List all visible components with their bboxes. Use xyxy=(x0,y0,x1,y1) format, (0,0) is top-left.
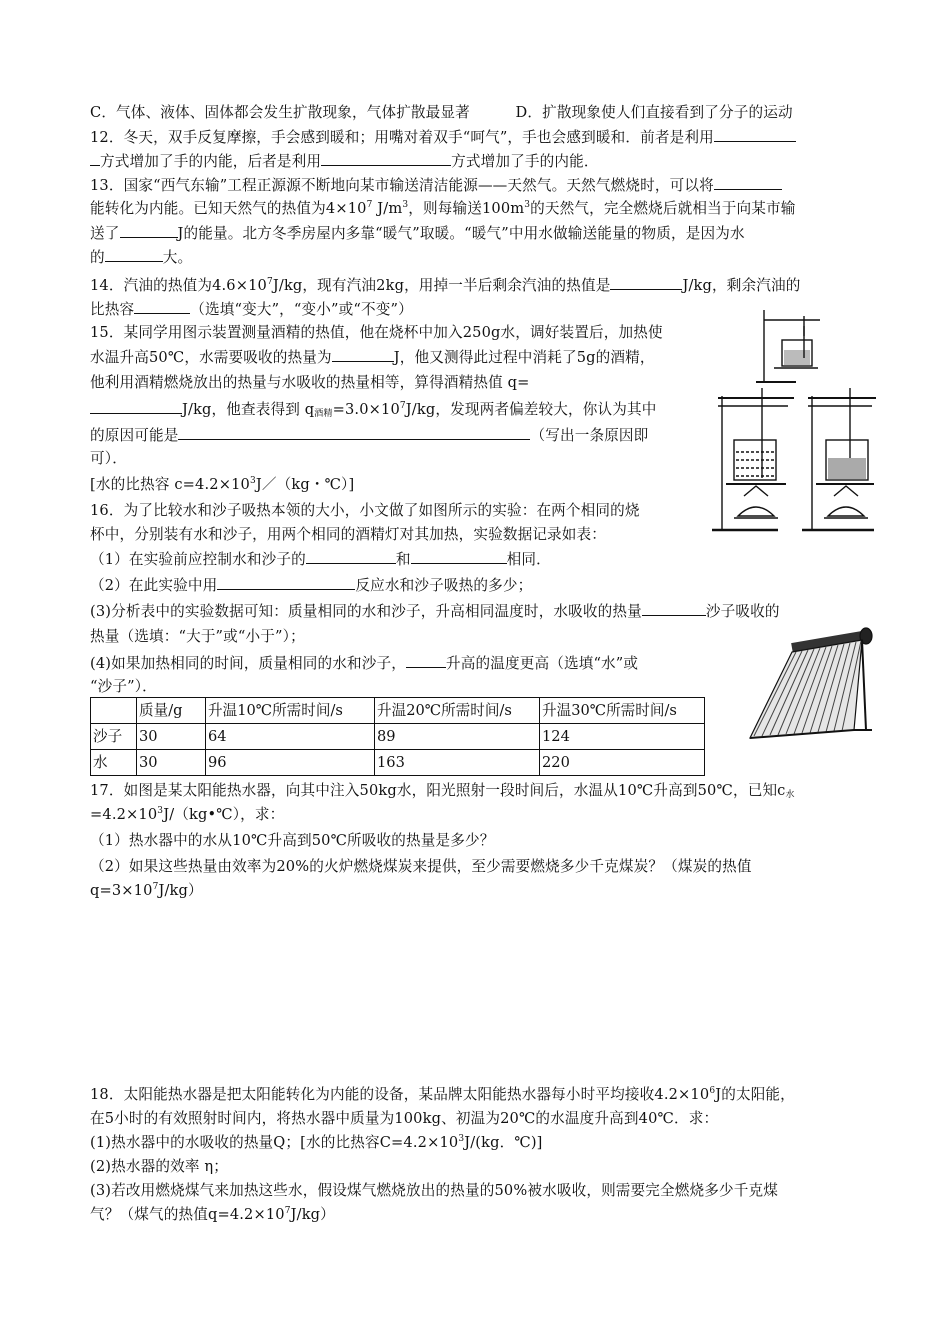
table-header: 升温20℃所需时间/s xyxy=(375,698,540,724)
q12-line-2: 方式增加了手的内能，后者是利用 方式增加了手的内能． xyxy=(90,150,599,173)
q17-line-1: 17．如图是某太阳能热水器，向其中注入50kg水，阳光照射一段时间后，水温从10℃升高到50℃，已知$c_水$ xyxy=(90,782,795,800)
blank[interactable] xyxy=(306,548,396,564)
blank[interactable] xyxy=(217,574,355,590)
blank[interactable] xyxy=(642,600,706,616)
table-row xyxy=(91,724,705,750)
table-cell: 124 xyxy=(540,724,705,750)
blank[interactable] xyxy=(411,548,507,564)
blank[interactable] xyxy=(134,298,190,314)
heating-apparatus-figure xyxy=(708,306,878,536)
table-header: 升温30℃所需时间/s xyxy=(540,698,705,724)
q16-line-6: 热量（选填：“大于”或“小于”）； xyxy=(90,628,305,645)
table-cell: 220 xyxy=(540,750,705,776)
blank[interactable] xyxy=(714,174,782,190)
blank[interactable] xyxy=(321,150,451,166)
q17-line-5: $q=3\times 10^7J/kg$） xyxy=(90,882,203,899)
q15-line-2: 水温升高50℃，水需要吸收的热量为 J，他又测得此过程中消耗了5g的酒精， xyxy=(90,346,655,369)
solar-water-heater-figure xyxy=(742,626,882,746)
q18-line-5: (3)若改用燃烧煤气来加热这些水，假设煤气燃烧放出的热量的50%被水吸收，则需要完全燃烧多少千克煤 xyxy=(90,1182,778,1199)
q15-line-1: 15．某同学用图示装置测量酒精的热值，他在烧杯中加入250g水，调好装置后，加热使 xyxy=(90,324,663,341)
q13-line-3: 送了 J的能量。北方冬季房屋内多靠“暖气”取暖。“暖气”中用水做输送能量的物质，是因为水 xyxy=(90,222,745,245)
q16-line-8: “沙子”）． xyxy=(90,678,157,695)
q15-line-5: 的原因可能是 （写出一条原因即 xyxy=(90,424,648,447)
q16-line-5: (3)分析表中的实验数据可知：质量相同的水和沙子，升高相同温度时，水吸收的热量 沙子吸收的 xyxy=(90,600,780,623)
blank[interactable] xyxy=(90,150,100,166)
option-c: C．气体、液体、固体都会发生扩散现象，气体扩散最显著 xyxy=(90,104,470,121)
q16-line-1: 16．为了比较水和沙子吸热本领的大小，小文做了如图所示的实验：在两个相同的烧 xyxy=(90,502,640,519)
q18-line-3: (1)热水器中的水吸收的热量Q；[水的比热容$C=4.2\times 10^3J/(kg$．℃)] xyxy=(90,1134,543,1151)
q13-line-4: 的 大。 xyxy=(90,246,192,269)
q16-line-2: 杯中，分别装有水和沙子，用两个相同的酒精灯对其加热，实验数据记录如表： xyxy=(90,526,607,543)
q15-line-6: 可）． xyxy=(90,450,127,467)
q15-line-3: 他利用酒精燃烧放出的热量与水吸收的热量相等，算得酒精热值 q= xyxy=(90,374,530,391)
q17-line-4: （2）如果这些热量由效率为20%的火炉燃烧煤炭来提供，至少需要燃烧多少千克煤炭？（煤炭的热值 xyxy=(90,858,752,875)
blank[interactable] xyxy=(406,652,446,668)
blank[interactable] xyxy=(332,346,394,362)
table-cell: 30 xyxy=(137,750,206,776)
table-cell: 沙子 xyxy=(91,724,137,750)
q16-line-4: （2）在此实验中用 反应水和沙子吸热的多少； xyxy=(90,574,532,597)
blank[interactable] xyxy=(105,246,163,262)
q14-line-2: 比热容 （选填“变大”，“变小”或“不变”） xyxy=(90,298,413,321)
table-header xyxy=(91,698,137,724)
q15-line-7: [水的比热容 $c=4.2\times 10^3J/(kg$・℃）] xyxy=(90,476,355,493)
table-header: 质量/g xyxy=(137,698,206,724)
q16-line-7: (4)如果加热相同的时间，质量相同的水和沙子， 升高的温度更高（选填“水”或 xyxy=(90,652,638,675)
q18-line-2: 在5小时的有效照射时间内，将热水器中质量为100kg、初温为20℃的水温度升高到40℃．求： xyxy=(90,1110,719,1127)
q14-line-1: 14．汽油的热值为$4.6\times 10^7J/kg$，现有汽油2kg，用掉一半后剩余汽油的热值是 J/kg，剩余汽油的 xyxy=(90,274,801,297)
q18-line-4: (2)热水器的效率 η； xyxy=(90,1158,229,1175)
q12-line-1: 12．冬天，双手反复摩擦，手会感到暖和；用嘴对着双手“呵气”，手也会感到暖和．前者是利用 xyxy=(90,126,796,149)
table-row xyxy=(91,750,705,776)
blank[interactable] xyxy=(120,222,178,238)
option-d: D．扩散现象使人们直接看到了分子的运动 xyxy=(515,104,793,121)
q13-line-1: 13．国家“西气东输”工程正源源不断地向某市输送清洁能源——天然气。天然气燃烧时，可以将 xyxy=(90,174,782,197)
q17-line-2: $=4.2\times 10^3J/(kg•℃)$，求： xyxy=(90,806,285,823)
table-cell: 89 xyxy=(375,724,540,750)
table-cell: 96 xyxy=(206,750,375,776)
data-table xyxy=(90,697,705,776)
table-cell: 163 xyxy=(375,750,540,776)
table-cell: 30 xyxy=(137,724,206,750)
table-header: 升温10℃所需时间/s xyxy=(206,698,375,724)
q18-line-6: 气？（煤气的热值$q=4.2\times 10^7J/kg$） xyxy=(90,1206,335,1223)
table-header-row xyxy=(91,698,705,724)
q16-line-3: （1）在实验前应控制水和沙子的 和 相同． xyxy=(90,548,551,571)
q17-line-3: （1）热水器中的水从10℃升高到50℃所吸收的热量是多少？ xyxy=(90,832,495,849)
q11-option-c-d xyxy=(90,102,793,124)
blank[interactable] xyxy=(610,274,682,290)
q13-line-2: 能转化为内能。已知天然气的热值为$4\times 10^7$ $J/m^3$，则每输送$100m^3$的天然气，完全燃烧后就相当于向某市输 xyxy=(90,200,796,217)
q15-line-4: J/kg，他查表得到 $q_{酒精}=3.0\times 10^7J/kg$，发现两者偏差较大，你认为其中 xyxy=(90,398,657,421)
q18-line-1: 18．太阳能热水器是把太阳能转化为内能的设备，某品牌太阳能热水器每小时平均接收$4.2\times 10^6J$的太阳能， xyxy=(90,1086,795,1103)
table-cell: 水 xyxy=(91,750,137,776)
blank[interactable] xyxy=(714,126,796,142)
blank[interactable] xyxy=(90,398,182,414)
table-cell: 64 xyxy=(206,724,375,750)
blank[interactable] xyxy=(178,424,530,440)
